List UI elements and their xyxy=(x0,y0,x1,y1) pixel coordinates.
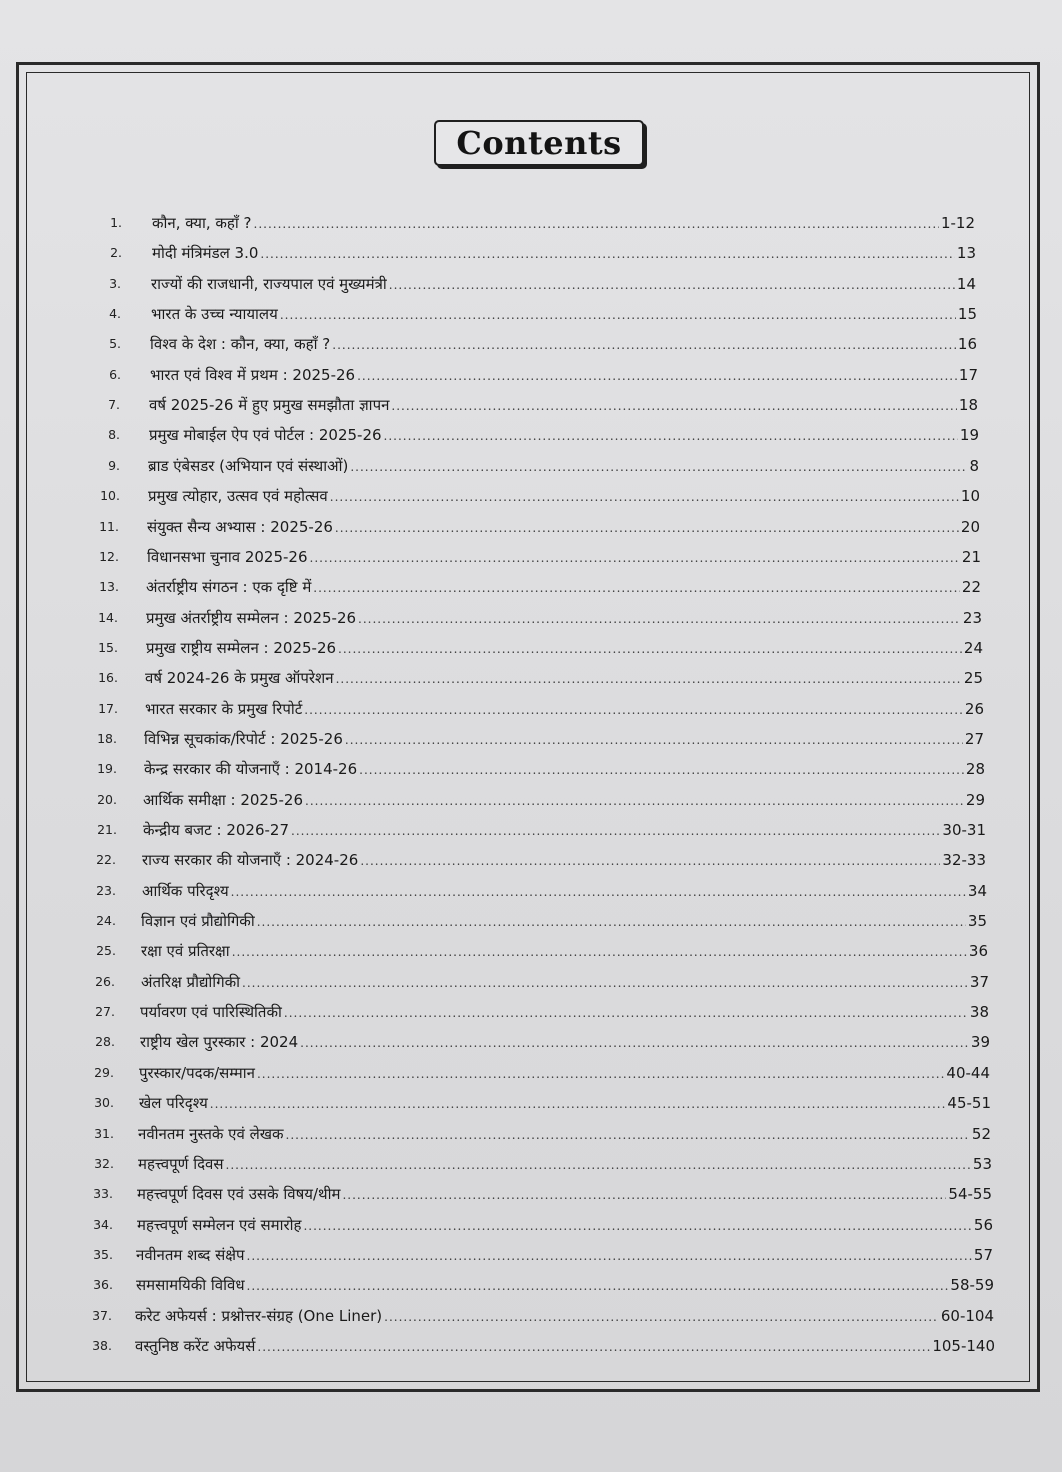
toc-row xyxy=(0,210,1062,236)
toc-page-number: 14 xyxy=(956,275,976,293)
toc-number: 29. xyxy=(94,1065,114,1080)
toc-label: ब्राड एंबेसडर (अभियान एवं संस्थाओं) xyxy=(148,457,349,475)
toc-number: 8. xyxy=(108,427,120,442)
toc-number: 37. xyxy=(92,1308,112,1323)
toc-leader-dots xyxy=(335,515,959,541)
toc-entry xyxy=(142,878,987,904)
toc-row xyxy=(0,696,1062,722)
toc-page-number: 22 xyxy=(961,578,981,596)
toc-number: 12. xyxy=(99,549,119,564)
toc-number: 9. xyxy=(108,458,120,473)
toc-page-number: 1-12 xyxy=(940,214,975,232)
toc-entry xyxy=(139,1060,990,1086)
toc-label: विश्व के देश : कौन, क्या, कहाँ ? xyxy=(150,335,331,353)
toc-label: विज्ञान एवं प्रौद्योगिकी xyxy=(141,912,255,930)
toc-leader-dots xyxy=(389,272,955,298)
toc-entry xyxy=(135,1303,994,1329)
toc-page-number: 35 xyxy=(967,912,987,930)
toc-row xyxy=(0,1242,1062,1268)
toc-row xyxy=(0,878,1062,904)
toc-row xyxy=(0,999,1062,1025)
toc-page-number: 34 xyxy=(967,882,987,900)
toc-label: प्रमुख मोबाईल ऐप एवं पोर्टल : 2025-26 xyxy=(149,426,382,444)
toc-page-number: 37 xyxy=(969,973,989,991)
toc-number: 35. xyxy=(93,1247,113,1262)
toc-label: भारत एवं विश्व में प्रथम : 2025-26 xyxy=(150,366,356,384)
toc-row xyxy=(0,726,1062,752)
toc-page-number: 105-140 xyxy=(932,1337,995,1355)
toc-label: केन्द्र सरकार की योजनाएँ : 2014-26 xyxy=(144,760,358,778)
toc-number: 2. xyxy=(110,245,122,260)
toc-number: 11. xyxy=(99,519,119,534)
toc-page-number: 23 xyxy=(962,609,982,627)
toc-entry xyxy=(139,1090,991,1116)
toc-row xyxy=(0,301,1062,327)
toc-label: खेल परिदृश्य xyxy=(139,1094,208,1112)
toc-row xyxy=(0,1060,1062,1086)
toc-page-number: 16 xyxy=(957,335,977,353)
toc-page-number: 60-104 xyxy=(940,1307,994,1325)
toc-label: मोदी मंत्रिमंडल 3.0 xyxy=(152,244,259,262)
toc-label: समसामयिकी विविध xyxy=(136,1276,245,1294)
toc-row xyxy=(0,1333,1062,1359)
toc-entry xyxy=(151,271,976,297)
toc-leader-dots xyxy=(384,1304,939,1330)
toc-number: 31. xyxy=(94,1126,114,1141)
toc-row xyxy=(0,392,1062,418)
toc-page-number: 30-31 xyxy=(942,821,986,839)
toc-label: रक्षा एवं प्रतिरक्षा xyxy=(141,942,230,960)
toc-label: महत्त्वपूर्ण सम्मेलन एवं समारोह xyxy=(137,1216,302,1234)
toc-entry xyxy=(141,938,988,964)
toc-label: पुरस्कार/पदक/सम्मान xyxy=(139,1064,255,1082)
toc-row xyxy=(0,240,1062,266)
toc-number: 21. xyxy=(97,822,117,837)
toc-row xyxy=(0,817,1062,843)
toc-page-number: 25 xyxy=(963,669,983,687)
toc-entry xyxy=(136,1242,993,1268)
toc-row xyxy=(0,847,1062,873)
toc-leader-dots xyxy=(338,636,962,662)
toc-label: करेट अफेयर्स : प्रश्नोत्तर-संग्रह (One Liner) xyxy=(135,1307,383,1325)
toc-leader-dots xyxy=(280,302,956,328)
toc-row xyxy=(0,908,1062,934)
toc-label: विधानसभा चुनाव 2025-26 xyxy=(147,548,308,566)
toc-entry xyxy=(144,756,985,782)
toc-number: 4. xyxy=(109,306,121,321)
toc-leader-dots xyxy=(332,332,956,358)
toc-leader-dots xyxy=(358,606,961,632)
toc-leader-dots xyxy=(360,848,940,874)
toc-entry xyxy=(135,1333,995,1359)
toc-leader-dots xyxy=(305,788,964,814)
toc-leader-dots xyxy=(313,575,960,601)
toc-page-number: 10 xyxy=(960,487,980,505)
toc-entry xyxy=(142,847,986,873)
toc-number: 33. xyxy=(93,1186,113,1201)
toc-number: 18. xyxy=(97,731,117,746)
toc-leader-dots xyxy=(257,1061,944,1087)
toc-number: 3. xyxy=(109,276,121,291)
toc-page-number: 20 xyxy=(960,518,980,536)
toc-label: राष्ट्रीय खेल पुरस्कार : 2024 xyxy=(140,1033,299,1051)
toc-page-number: 52 xyxy=(971,1125,991,1143)
toc-row xyxy=(0,362,1062,388)
toc-entry xyxy=(140,1029,990,1055)
toc-label: प्रमुख अंतर्राष्ट्रीय सम्मेलन : 2025-26 xyxy=(146,609,357,627)
toc-entry xyxy=(145,696,984,722)
toc-leader-dots xyxy=(231,879,966,905)
toc-label: राज्य सरकार की योजनाएँ : 2024-26 xyxy=(142,851,359,869)
toc-entry xyxy=(152,240,976,266)
toc-number: 26. xyxy=(95,974,115,989)
toc-number: 7. xyxy=(108,397,120,412)
toc-entry xyxy=(152,210,975,236)
toc-page-number: 32-33 xyxy=(942,851,986,869)
toc-page-number: 28 xyxy=(965,760,985,778)
toc-label: नवीनतम नुस्तके एवं लेखक xyxy=(138,1125,284,1143)
toc-label: महत्त्वपूर्ण दिवस एवं उसके विषय/थीम xyxy=(137,1185,341,1203)
toc-number: 36. xyxy=(93,1277,113,1292)
toc-label: वर्ष 2024-26 के प्रमुख ऑपरेशन xyxy=(145,669,334,687)
toc-leader-dots xyxy=(242,970,968,996)
toc-label: भारत सरकार के प्रमुख रिपोर्ट xyxy=(145,700,303,718)
toc-row xyxy=(0,422,1062,448)
toc-row xyxy=(0,635,1062,661)
toc-number: 6. xyxy=(109,367,121,382)
toc-entry xyxy=(143,817,986,843)
toc-number: 32. xyxy=(94,1156,114,1171)
toc-number: 19. xyxy=(97,761,117,776)
toc-entry xyxy=(143,787,985,813)
toc-label: कौन, क्या, कहाँ ? xyxy=(152,214,252,232)
toc-number: 22. xyxy=(96,852,116,867)
toc-number: 1. xyxy=(110,215,122,230)
toc-leader-dots xyxy=(330,484,959,510)
toc-entry xyxy=(146,574,981,600)
toc-leader-dots xyxy=(257,909,966,935)
toc-page-number: 38 xyxy=(969,1003,989,1021)
toc-row xyxy=(0,969,1062,995)
toc-entry xyxy=(144,726,984,752)
toc-row xyxy=(0,271,1062,297)
toc-row xyxy=(0,1303,1062,1329)
toc-entry xyxy=(151,301,977,327)
toc-row xyxy=(0,331,1062,357)
toc-leader-dots xyxy=(284,1000,968,1026)
toc-label: संयुक्त सैन्य अभ्यास : 2025-26 xyxy=(147,518,333,536)
toc-leader-dots xyxy=(286,1122,970,1148)
toc-number: 15. xyxy=(98,640,118,655)
toc-page-number: 13 xyxy=(956,244,976,262)
toc-row xyxy=(0,1212,1062,1238)
toc-leader-dots xyxy=(247,1243,972,1269)
toc-row xyxy=(0,1029,1062,1055)
toc-label: केन्द्रीय बजट : 2026-27 xyxy=(143,821,289,839)
toc-leader-dots xyxy=(254,211,939,237)
toc-page-number: 19 xyxy=(959,426,979,444)
toc-entry xyxy=(140,999,989,1025)
toc-page-number: 58-59 xyxy=(950,1276,994,1294)
toc-entry xyxy=(149,422,979,448)
toc-entry xyxy=(147,544,981,570)
toc-number: 13. xyxy=(99,579,119,594)
toc-page-number: 57 xyxy=(973,1246,993,1264)
toc-page-number: 26 xyxy=(964,700,984,718)
toc-number: 30. xyxy=(94,1095,114,1110)
toc-entry xyxy=(136,1272,994,1298)
toc-label: अंतर्राष्ट्रीय संगठन : एक दृष्टि में xyxy=(146,578,312,596)
toc-leader-dots xyxy=(247,1273,949,1299)
toc-number: 20. xyxy=(97,792,117,807)
toc-leader-dots xyxy=(384,423,958,449)
toc-label: अंतरिक्ष प्रौद्योगिकी xyxy=(141,973,241,991)
toc-number: 17. xyxy=(98,701,118,716)
toc-entry xyxy=(150,362,978,388)
toc-number: 28. xyxy=(95,1034,115,1049)
toc-entry xyxy=(137,1181,992,1207)
toc-label: आर्थिक परिदृश्य xyxy=(142,882,229,900)
toc-entry xyxy=(141,969,989,995)
toc-label: वर्ष 2025-26 में हुए प्रमुख समझौता ज्ञापन xyxy=(149,396,390,414)
toc-page-number: 8 xyxy=(969,457,979,475)
toc-leader-dots xyxy=(300,1030,969,1056)
toc-label: भारत के उच्च न्यायालय xyxy=(151,305,278,323)
toc-label: प्रमुख राष्ट्रीय सम्मेलन : 2025-26 xyxy=(146,639,337,657)
toc-page-number: 27 xyxy=(964,730,984,748)
toc-label: राज्यों की राजधानी, राज्यपाल एवं मुख्यमंत्री xyxy=(151,275,387,293)
toc-row xyxy=(0,605,1062,631)
toc-row xyxy=(0,453,1062,479)
toc-leader-dots xyxy=(257,1334,930,1360)
toc-page-number: 40-44 xyxy=(946,1064,990,1082)
toc-leader-dots xyxy=(310,545,960,571)
toc-leader-dots xyxy=(350,454,967,480)
toc-number: 14. xyxy=(98,610,118,625)
toc-label: आर्थिक समीक्षा : 2025-26 xyxy=(143,791,303,809)
toc-page-number: 24 xyxy=(963,639,983,657)
toc-leader-dots xyxy=(291,818,940,844)
toc-row xyxy=(0,544,1062,570)
toc-number: 27. xyxy=(95,1004,115,1019)
toc-page-number: 21 xyxy=(961,548,981,566)
toc-page-number: 36 xyxy=(968,942,988,960)
toc-row xyxy=(0,787,1062,813)
toc-number: 5. xyxy=(109,336,121,351)
toc-entry xyxy=(147,514,980,540)
toc-entry xyxy=(138,1151,992,1177)
toc-page-number: 53 xyxy=(972,1155,992,1173)
toc-row xyxy=(0,574,1062,600)
toc-row xyxy=(0,483,1062,509)
toc-label: नवीनतम शब्द संक्षेप xyxy=(136,1246,245,1264)
toc-entry xyxy=(138,1121,991,1147)
toc-leader-dots xyxy=(391,393,956,419)
toc-row xyxy=(0,1121,1062,1147)
toc-label: वस्तुनिष्ठ करेंट अफेयर्स xyxy=(135,1337,256,1355)
toc-leader-dots xyxy=(260,241,955,267)
toc-number: 34. xyxy=(93,1217,113,1232)
toc-page-number: 29 xyxy=(965,791,985,809)
toc-entry xyxy=(148,453,979,479)
toc-number: 25. xyxy=(96,943,116,958)
toc-page-number: 39 xyxy=(970,1033,990,1051)
toc-leader-dots xyxy=(232,939,967,965)
toc-row xyxy=(0,1151,1062,1177)
toc-leader-dots xyxy=(210,1091,946,1117)
toc-number: 16. xyxy=(98,670,118,685)
toc-entry xyxy=(149,392,978,418)
toc-number: 38. xyxy=(92,1338,112,1353)
toc-label: महत्त्वपूर्ण दिवस xyxy=(138,1155,224,1173)
toc-leader-dots xyxy=(359,757,964,783)
toc-entry xyxy=(146,605,982,631)
toc-row xyxy=(0,1272,1062,1298)
toc-label: प्रमुख त्योहार, उत्सव एवं महोत्सव xyxy=(148,487,328,505)
toc-page-number: 56 xyxy=(973,1216,993,1234)
toc-page-number: 17 xyxy=(958,366,978,384)
toc-label: पर्यावरण एवं पारिस्थितिकी xyxy=(140,1003,282,1021)
toc-entry xyxy=(145,665,983,691)
page-title: Contents xyxy=(456,124,622,162)
toc-entry xyxy=(146,635,983,661)
toc-entry xyxy=(141,908,987,934)
toc-entry xyxy=(137,1212,993,1238)
toc-leader-dots xyxy=(303,1213,971,1239)
toc-entry xyxy=(148,483,980,509)
toc-number: 23. xyxy=(96,883,116,898)
toc-row xyxy=(0,1181,1062,1207)
toc-page-number: 54-55 xyxy=(948,1185,992,1203)
toc-leader-dots xyxy=(304,697,963,723)
toc-leader-dots xyxy=(357,363,957,389)
toc-row xyxy=(0,1090,1062,1116)
toc-leader-dots xyxy=(342,1182,946,1208)
toc-page-number: 18 xyxy=(958,396,978,414)
toc-row xyxy=(0,938,1062,964)
toc-row xyxy=(0,756,1062,782)
toc-leader-dots xyxy=(226,1152,971,1178)
toc-row xyxy=(0,665,1062,691)
toc-page-number: 45-51 xyxy=(947,1094,991,1112)
toc-leader-dots xyxy=(345,727,963,753)
toc-entry xyxy=(150,331,977,357)
toc-number: 24. xyxy=(96,913,116,928)
toc-row xyxy=(0,514,1062,540)
toc-number: 10. xyxy=(100,488,120,503)
toc-page-number: 15 xyxy=(957,305,977,323)
toc-leader-dots xyxy=(336,666,962,692)
toc-label: विभिन्न सूचकांक/रिपोर्ट : 2025-26 xyxy=(144,730,343,748)
